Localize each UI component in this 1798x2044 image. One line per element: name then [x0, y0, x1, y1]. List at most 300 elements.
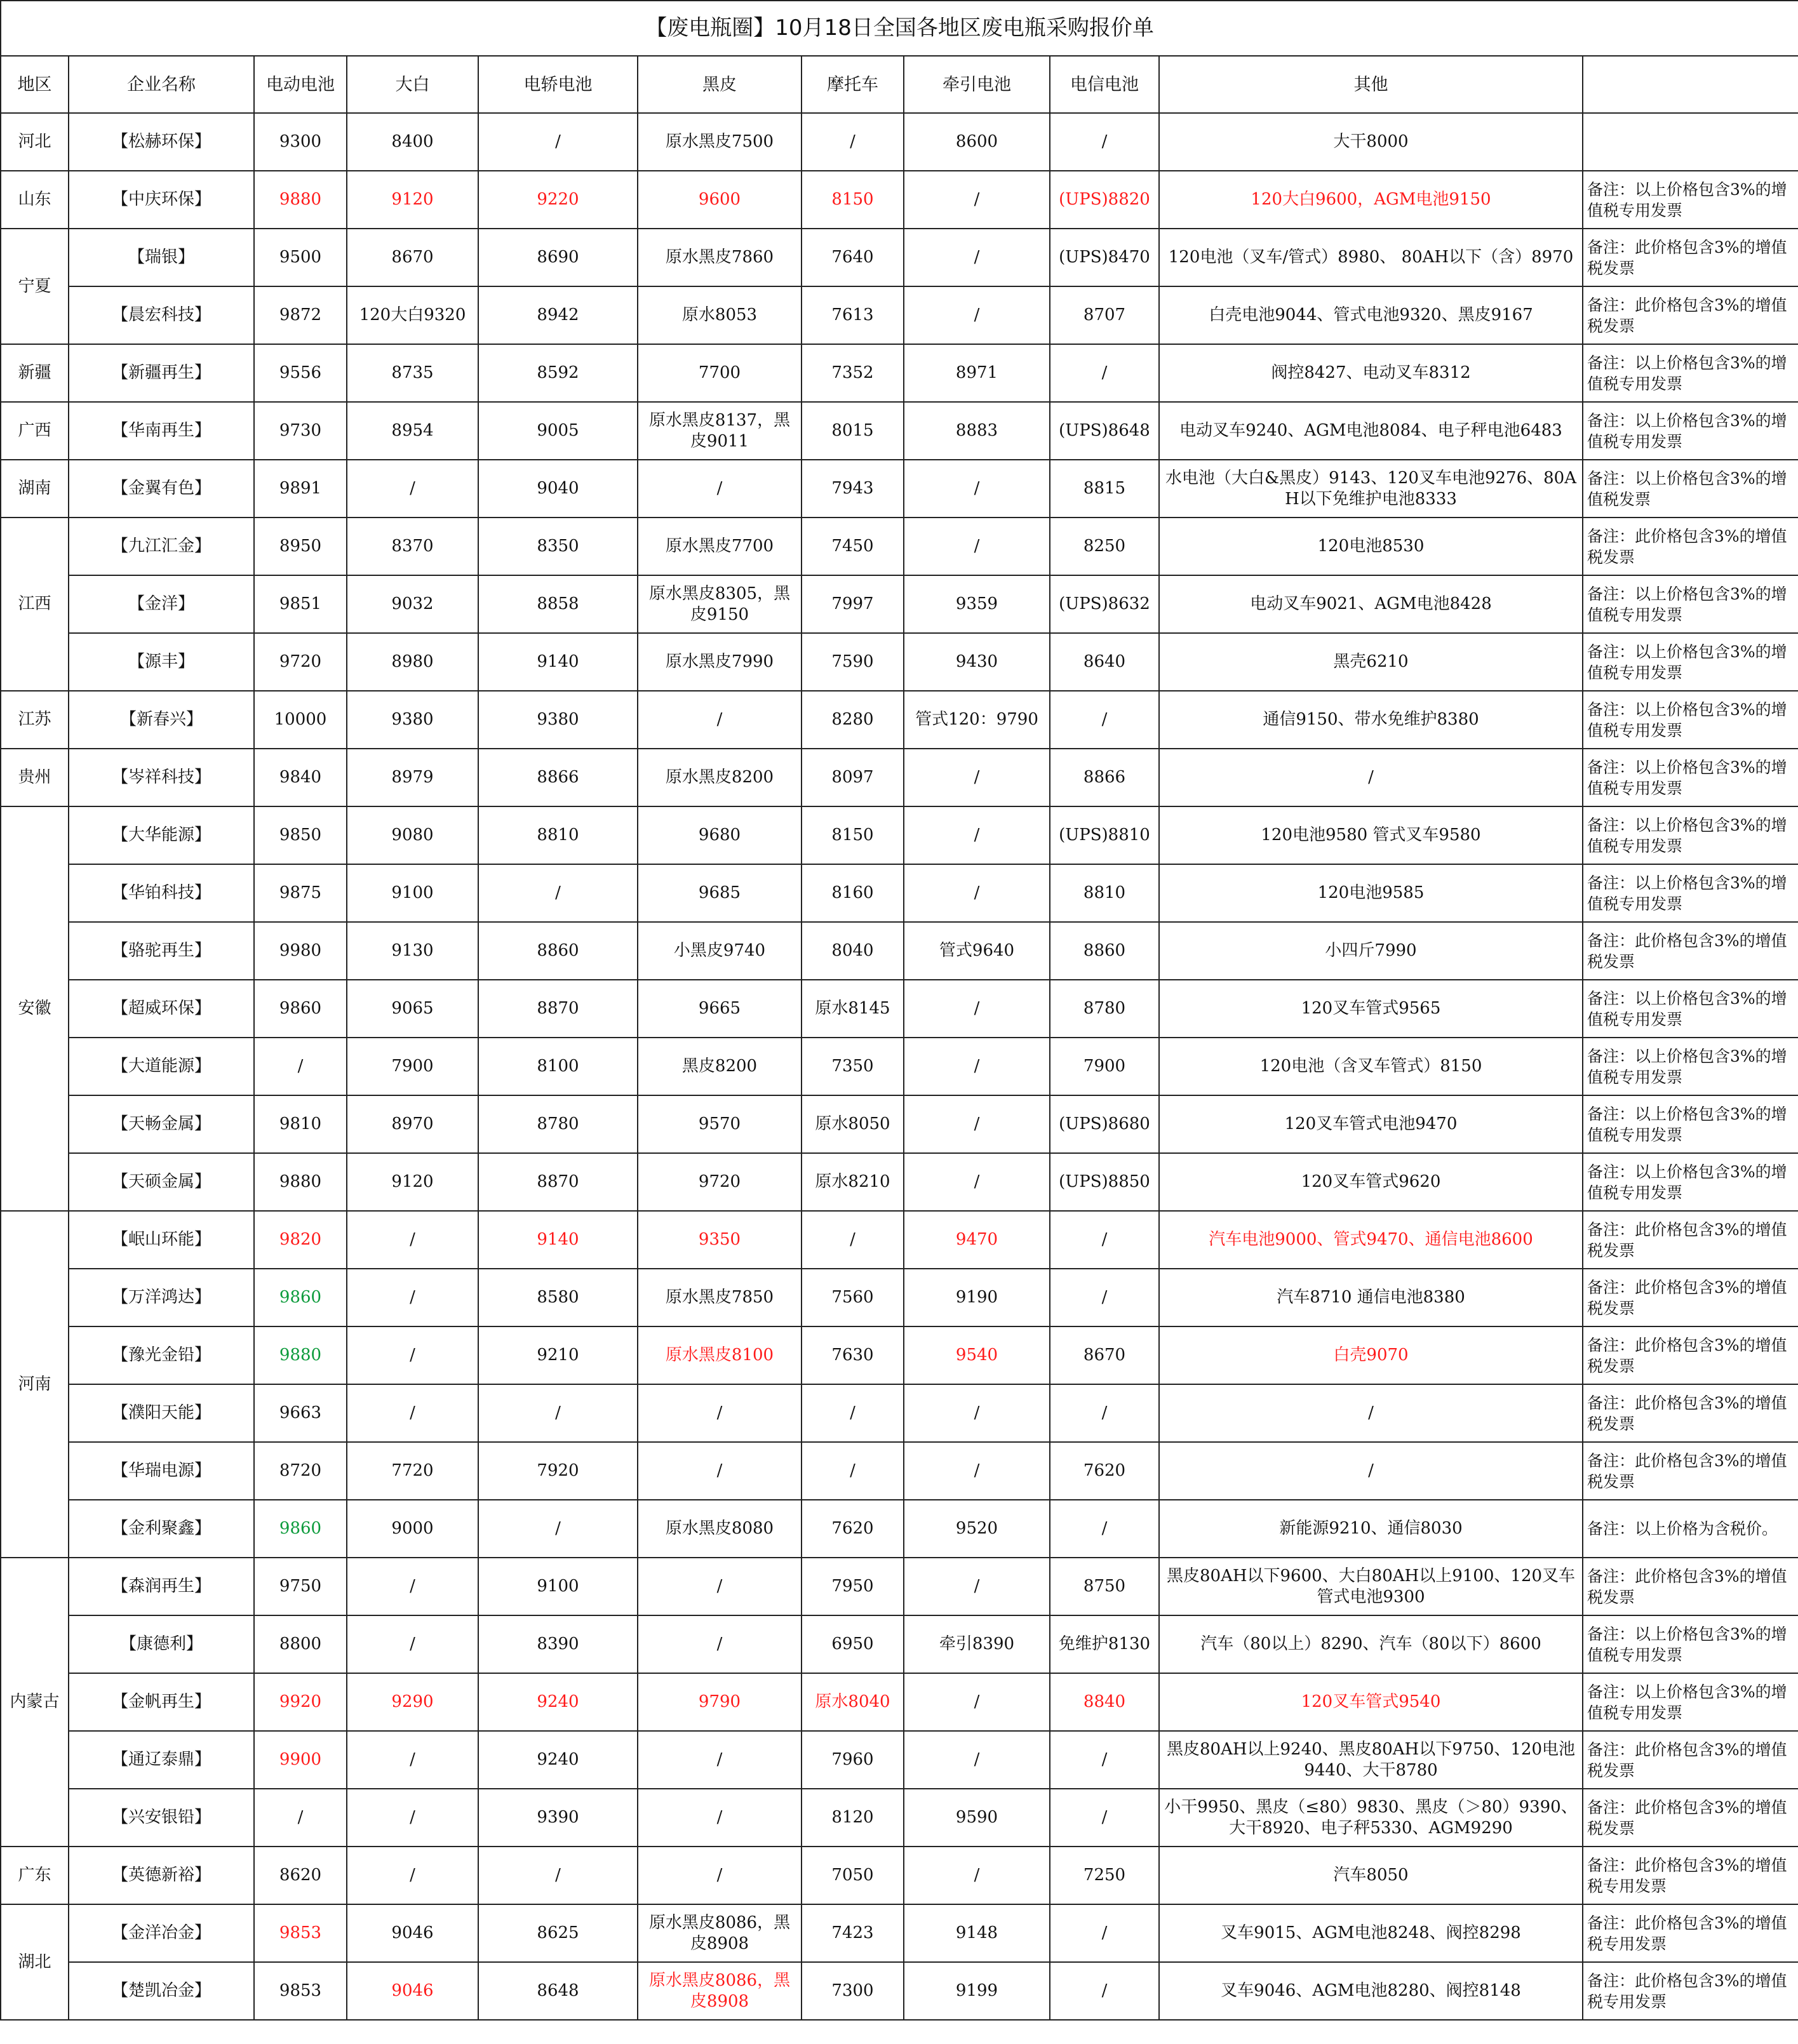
electric-battery-price-cell: 9853: [254, 1962, 347, 2020]
note-cell: 备注：此价格包含3%的增值税发票: [1583, 1269, 1798, 1326]
dabai-price-cell: /: [347, 1731, 478, 1789]
traction-battery-price-cell: 9520: [904, 1500, 1050, 1558]
heipi-price-cell: 原水黑皮8137，黑皮9011: [638, 402, 802, 460]
table-row: [1, 1442, 1798, 1500]
company-cell: 【金帆再生】: [69, 1673, 254, 1731]
traction-battery-price-cell: 9199: [904, 1962, 1050, 2020]
telecom-battery-price-cell: (UPS)8632: [1050, 575, 1159, 633]
electric-battery-price-cell: 9860: [254, 980, 347, 1038]
other-price-cell: 120叉车管式9540: [1159, 1673, 1583, 1731]
region-cell: 内蒙古: [1, 1558, 69, 1847]
motorcycle-price-cell: /: [802, 1442, 904, 1500]
motorcycle-price-cell: 7352: [802, 344, 904, 402]
company-cell: 【新疆再生】: [69, 344, 254, 402]
heipi-price-cell: 小黑皮9740: [638, 922, 802, 980]
heipi-price-cell: /: [638, 1615, 802, 1673]
region-cell: 安徽: [1, 806, 69, 1211]
company-cell: 【华南再生】: [69, 402, 254, 460]
company-cell: 【大华能源】: [69, 806, 254, 864]
telecom-battery-price-cell: (UPS)8680: [1050, 1095, 1159, 1153]
other-price-cell: 120电池（叉车/管式）8980、 80AH以下（含）8970: [1159, 229, 1583, 286]
electric-battery-price-cell: 9880: [254, 1326, 347, 1384]
table-row: [1, 1095, 1798, 1153]
other-price-cell: 电动叉车9240、AGM电池8084、电子秤电池6483: [1159, 402, 1583, 460]
motorcycle-price-cell: 7613: [802, 286, 904, 344]
note-cell: 备注：此价格包含3%的增值税发票: [1583, 1789, 1798, 1847]
table-row: [1, 806, 1798, 864]
note-cell: 备注：以上价格包含3%的增值税专用发票: [1583, 691, 1798, 749]
company-cell: 【康德利】: [69, 1615, 254, 1673]
traction-battery-price-cell: 管式120：9790: [904, 691, 1050, 749]
header-electric-battery: 电动电池: [254, 56, 347, 113]
car-battery-price-cell: 8390: [478, 1615, 638, 1673]
dabai-price-cell: 9100: [347, 864, 478, 922]
region-cell: 河北: [1, 113, 69, 171]
telecom-battery-price-cell: 8840: [1050, 1673, 1159, 1731]
heipi-price-cell: 原水黑皮7500: [638, 113, 802, 171]
traction-battery-price-cell: /: [904, 1673, 1050, 1731]
electric-battery-price-cell: 8620: [254, 1847, 347, 1904]
note-cell: [1583, 113, 1798, 171]
traction-battery-price-cell: /: [904, 806, 1050, 864]
electric-battery-price-cell: /: [254, 1789, 347, 1847]
car-battery-price-cell: 9380: [478, 691, 638, 749]
company-cell: 【华瑞电源】: [69, 1442, 254, 1500]
other-price-cell: 汽车8710 通信电池8380: [1159, 1269, 1583, 1326]
car-battery-price-cell: /: [478, 1847, 638, 1904]
traction-battery-price-cell: /: [904, 749, 1050, 806]
header-dabai: 大白: [347, 56, 478, 113]
note-cell: 备注：此价格包含3%的增值税发票: [1583, 1326, 1798, 1384]
heipi-price-cell: 9665: [638, 980, 802, 1038]
sheet-title: 【废电瓶圈】10月18日全国各地区废电瓶采购报价单: [1, 1, 1798, 56]
company-cell: 【大道能源】: [69, 1038, 254, 1095]
heipi-price-cell: 原水黑皮8086，黑皮8908: [638, 1962, 802, 2020]
motorcycle-price-cell: 7450: [802, 518, 904, 575]
motorcycle-price-cell: 7590: [802, 633, 904, 691]
company-cell: 【金利聚鑫】: [69, 1500, 254, 1558]
note-cell: 备注：以上价格包含3%的增值税专用发票: [1583, 575, 1798, 633]
telecom-battery-price-cell: (UPS)8850: [1050, 1153, 1159, 1211]
telecom-battery-price-cell: /: [1050, 1384, 1159, 1442]
electric-battery-price-cell: 9556: [254, 344, 347, 402]
other-price-cell: 120电池（含叉车管式）8150: [1159, 1038, 1583, 1095]
heipi-price-cell: /: [638, 1442, 802, 1500]
motorcycle-price-cell: 8097: [802, 749, 904, 806]
car-battery-price-cell: 9005: [478, 402, 638, 460]
note-cell: 备注：此价格包含3%的增值税发票: [1583, 1442, 1798, 1500]
electric-battery-price-cell: 9730: [254, 402, 347, 460]
table-row: [1, 1731, 1798, 1789]
region-cell: 江西: [1, 518, 69, 691]
telecom-battery-price-cell: 8670: [1050, 1326, 1159, 1384]
heipi-price-cell: /: [638, 1847, 802, 1904]
other-price-cell: 叉车9046、AGM电池8280、阀控8148: [1159, 1962, 1583, 2020]
telecom-battery-price-cell: 8250: [1050, 518, 1159, 575]
car-battery-price-cell: 8858: [478, 575, 638, 633]
motorcycle-price-cell: 7620: [802, 1500, 904, 1558]
header-other: 其他: [1159, 56, 1583, 113]
motorcycle-price-cell: 8150: [802, 171, 904, 229]
telecom-battery-price-cell: /: [1050, 691, 1159, 749]
table-row: [1, 1500, 1798, 1558]
dabai-price-cell: /: [347, 1847, 478, 1904]
telecom-battery-price-cell: (UPS)8470: [1050, 229, 1159, 286]
car-battery-price-cell: 8866: [478, 749, 638, 806]
table-row: [1, 171, 1798, 229]
other-price-cell: 120电池8530: [1159, 518, 1583, 575]
table-row: [1, 286, 1798, 344]
company-cell: 【岷山环能】: [69, 1211, 254, 1269]
car-battery-price-cell: 8870: [478, 980, 638, 1038]
dabai-price-cell: 8970: [347, 1095, 478, 1153]
heipi-price-cell: 原水黑皮7700: [638, 518, 802, 575]
heipi-price-cell: 9685: [638, 864, 802, 922]
company-cell: 【瑞银】: [69, 229, 254, 286]
electric-battery-price-cell: 9980: [254, 922, 347, 980]
traction-battery-price-cell: 牵引8390: [904, 1615, 1050, 1673]
traction-battery-price-cell: /: [904, 1442, 1050, 1500]
company-cell: 【天畅金属】: [69, 1095, 254, 1153]
note-cell: 备注：此价格包含3%的增值税发票: [1583, 286, 1798, 344]
table-row: [1, 1153, 1798, 1211]
other-price-cell: 汽车电池9000、管式9470、通信电池8600: [1159, 1211, 1583, 1269]
traction-battery-price-cell: 9190: [904, 1269, 1050, 1326]
electric-battery-price-cell: 9875: [254, 864, 347, 922]
other-price-cell: 汽车（80以上）8290、汽车（80以下）8600: [1159, 1615, 1583, 1673]
heipi-price-cell: 原水黑皮8100: [638, 1326, 802, 1384]
other-price-cell: 通信9150、带水免维护8380: [1159, 691, 1583, 749]
other-price-cell: 水电池（大白&黑皮）9143、120叉车电池9276、80AH以下免维护电池8333: [1159, 460, 1583, 518]
heipi-price-cell: /: [638, 691, 802, 749]
motorcycle-price-cell: 原水8145: [802, 980, 904, 1038]
traction-battery-price-cell: 9470: [904, 1211, 1050, 1269]
telecom-battery-price-cell: /: [1050, 1789, 1159, 1847]
traction-battery-price-cell: /: [904, 1847, 1050, 1904]
header-traction-battery: 牵引电池: [904, 56, 1050, 113]
car-battery-price-cell: /: [478, 864, 638, 922]
car-battery-price-cell: 9040: [478, 460, 638, 518]
other-price-cell: 黑皮80AH以下9600、大白80AH以上9100、120叉车管式电池9300: [1159, 1558, 1583, 1615]
heipi-price-cell: 原水黑皮8080: [638, 1500, 802, 1558]
electric-battery-price-cell: 9300: [254, 113, 347, 171]
motorcycle-price-cell: 7630: [802, 1326, 904, 1384]
telecom-battery-price-cell: 8810: [1050, 864, 1159, 922]
table-row: [1, 1384, 1798, 1442]
car-battery-price-cell: 9240: [478, 1673, 638, 1731]
note-cell: 备注：此价格包含3%的增值税发票: [1583, 1558, 1798, 1615]
telecom-battery-price-cell: 8815: [1050, 460, 1159, 518]
motorcycle-price-cell: 7943: [802, 460, 904, 518]
table-row: [1, 691, 1798, 749]
company-cell: 【松赫环保】: [69, 113, 254, 171]
traction-battery-price-cell: 8883: [904, 402, 1050, 460]
motorcycle-price-cell: 7950: [802, 1558, 904, 1615]
electric-battery-price-cell: 9860: [254, 1269, 347, 1326]
traction-battery-price-cell: /: [904, 518, 1050, 575]
other-price-cell: 叉车9015、AGM电池8248、阀控8298: [1159, 1904, 1583, 1962]
traction-battery-price-cell: /: [904, 1384, 1050, 1442]
car-battery-price-cell: 8580: [478, 1269, 638, 1326]
car-battery-price-cell: 8690: [478, 229, 638, 286]
car-battery-price-cell: 8100: [478, 1038, 638, 1095]
dabai-price-cell: 9130: [347, 922, 478, 980]
electric-battery-price-cell: 9860: [254, 1500, 347, 1558]
heipi-price-cell: 原水黑皮7860: [638, 229, 802, 286]
dabai-price-cell: 8979: [347, 749, 478, 806]
table-row: [1, 229, 1798, 286]
electric-battery-price-cell: 9920: [254, 1673, 347, 1731]
motorcycle-price-cell: 7423: [802, 1904, 904, 1962]
note-cell: 备注：此价格包含3%的增值税专用发票: [1583, 1904, 1798, 1962]
other-price-cell: 小干9950、黑皮（≤80）9830、黑皮（＞80）9390、大干8920、电子秤5330、AGM9290: [1159, 1789, 1583, 1847]
table-row: [1, 1904, 1798, 1962]
electric-battery-price-cell: 9840: [254, 749, 347, 806]
electric-battery-price-cell: 9750: [254, 1558, 347, 1615]
traction-battery-price-cell: /: [904, 229, 1050, 286]
heipi-price-cell: 9680: [638, 806, 802, 864]
telecom-battery-price-cell: /: [1050, 1904, 1159, 1962]
note-cell: 备注：以上价格为含税价。: [1583, 1500, 1798, 1558]
car-battery-price-cell: 9390: [478, 1789, 638, 1847]
traction-battery-price-cell: /: [904, 980, 1050, 1038]
other-price-cell: 汽车8050: [1159, 1847, 1583, 1904]
telecom-battery-price-cell: 8750: [1050, 1558, 1159, 1615]
telecom-battery-price-cell: /: [1050, 1500, 1159, 1558]
region-cell: 湖北: [1, 1904, 69, 2020]
car-battery-price-cell: 9140: [478, 1211, 638, 1269]
table-row: [1, 113, 1798, 171]
dabai-price-cell: 9290: [347, 1673, 478, 1731]
note-cell: 备注：此价格包含3%的增值税发票: [1583, 518, 1798, 575]
car-battery-price-cell: 9140: [478, 633, 638, 691]
dabai-price-cell: /: [347, 1326, 478, 1384]
other-price-cell: /: [1159, 1442, 1583, 1500]
motorcycle-price-cell: 原水8050: [802, 1095, 904, 1153]
electric-battery-price-cell: 9500: [254, 229, 347, 286]
note-cell: 备注：以上价格包含3%的增值税专用发票: [1583, 633, 1798, 691]
electric-battery-price-cell: 9880: [254, 171, 347, 229]
note-cell: 备注：以上价格包含3%的增值税发票: [1583, 460, 1798, 518]
car-battery-price-cell: 8350: [478, 518, 638, 575]
other-price-cell: 大干8000: [1159, 113, 1583, 171]
company-cell: 【骆驼再生】: [69, 922, 254, 980]
table-row: [1, 864, 1798, 922]
telecom-battery-price-cell: (UPS)8810: [1050, 806, 1159, 864]
telecom-battery-price-cell: /: [1050, 1211, 1159, 1269]
other-price-cell: /: [1159, 749, 1583, 806]
telecom-battery-price-cell: 免维护8130: [1050, 1615, 1159, 1673]
heipi-price-cell: 原水黑皮8305，黑皮9150: [638, 575, 802, 633]
dabai-price-cell: 8735: [347, 344, 478, 402]
table-row: [1, 575, 1798, 633]
dabai-price-cell: 7720: [347, 1442, 478, 1500]
other-price-cell: 白壳电池9044、管式电池9320、黑皮9167: [1159, 286, 1583, 344]
dabai-price-cell: 8954: [347, 402, 478, 460]
region-cell: 山东: [1, 171, 69, 229]
motorcycle-price-cell: 7300: [802, 1962, 904, 2020]
traction-battery-price-cell: /: [904, 1731, 1050, 1789]
heipi-price-cell: 9350: [638, 1211, 802, 1269]
electric-battery-price-cell: 9850: [254, 806, 347, 864]
motorcycle-price-cell: 7050: [802, 1847, 904, 1904]
dabai-price-cell: 7900: [347, 1038, 478, 1095]
motorcycle-price-cell: 8040: [802, 922, 904, 980]
region-cell: 河南: [1, 1211, 69, 1558]
traction-battery-price-cell: 9540: [904, 1326, 1050, 1384]
telecom-battery-price-cell: 8640: [1050, 633, 1159, 691]
car-battery-price-cell: 8870: [478, 1153, 638, 1211]
company-cell: 【九江汇金】: [69, 518, 254, 575]
car-battery-price-cell: 8810: [478, 806, 638, 864]
dabai-price-cell: 9065: [347, 980, 478, 1038]
note-cell: 备注：以上价格包含3%的增值税专用发票: [1583, 1095, 1798, 1153]
motorcycle-price-cell: 8280: [802, 691, 904, 749]
heipi-price-cell: 原水黑皮8086，黑皮8908: [638, 1904, 802, 1962]
note-cell: 备注：以上价格包含3%的增值税专用发票: [1583, 344, 1798, 402]
electric-battery-price-cell: 9810: [254, 1095, 347, 1153]
region-cell: 湖南: [1, 460, 69, 518]
heipi-price-cell: 原水黑皮7990: [638, 633, 802, 691]
note-cell: 备注：此价格包含3%的增值税发票: [1583, 1731, 1798, 1789]
electric-battery-price-cell: 9891: [254, 460, 347, 518]
other-price-cell: 黑皮80AH以上9240、黑皮80AH以下9750、120电池9440、大干8780: [1159, 1731, 1583, 1789]
dabai-price-cell: 120大白9320: [347, 286, 478, 344]
telecom-battery-price-cell: 8707: [1050, 286, 1159, 344]
motorcycle-price-cell: 7997: [802, 575, 904, 633]
company-cell: 【豫光金铅】: [69, 1326, 254, 1384]
note-cell: 备注：此价格包含3%的增值税发票: [1583, 922, 1798, 980]
car-battery-price-cell: 9210: [478, 1326, 638, 1384]
company-cell: 【兴安银铅】: [69, 1789, 254, 1847]
traction-battery-price-cell: 9148: [904, 1904, 1050, 1962]
car-battery-price-cell: 8780: [478, 1095, 638, 1153]
dabai-price-cell: 9046: [347, 1904, 478, 1962]
motorcycle-price-cell: 7640: [802, 229, 904, 286]
car-battery-price-cell: 9100: [478, 1558, 638, 1615]
telecom-battery-price-cell: /: [1050, 344, 1159, 402]
telecom-battery-price-cell: 7620: [1050, 1442, 1159, 1500]
note-cell: 备注：以上价格包含3%的增值税专用发票: [1583, 1038, 1798, 1095]
heipi-price-cell: 原水黑皮8200: [638, 749, 802, 806]
table-row: [1, 1211, 1798, 1269]
header-heipi: 黑皮: [638, 56, 802, 113]
dabai-price-cell: 8370: [347, 518, 478, 575]
motorcycle-price-cell: 8015: [802, 402, 904, 460]
table-row: [1, 460, 1798, 518]
table-row: [1, 1269, 1798, 1326]
motorcycle-price-cell: /: [802, 1211, 904, 1269]
heipi-price-cell: /: [638, 1384, 802, 1442]
header-region: 地区: [1, 56, 69, 113]
other-price-cell: 小四斤7990: [1159, 922, 1583, 980]
table-row: [1, 980, 1798, 1038]
car-battery-price-cell: /: [478, 113, 638, 171]
motorcycle-price-cell: 7960: [802, 1731, 904, 1789]
table-row: [1, 402, 1798, 460]
note-cell: 备注：以上价格包含3%的增值税专用发票: [1583, 402, 1798, 460]
electric-battery-price-cell: 9880: [254, 1153, 347, 1211]
table-row: [1, 518, 1798, 575]
dabai-price-cell: /: [347, 1269, 478, 1326]
company-cell: 【通辽泰鼎】: [69, 1731, 254, 1789]
other-price-cell: 120电池9585: [1159, 864, 1583, 922]
telecom-battery-price-cell: 8860: [1050, 922, 1159, 980]
traction-battery-price-cell: 9359: [904, 575, 1050, 633]
region-cell: 广东: [1, 1847, 69, 1904]
electric-battery-price-cell: 8720: [254, 1442, 347, 1500]
note-cell: 备注：以上价格包含3%的增值税专用发票: [1583, 1673, 1798, 1731]
telecom-battery-price-cell: /: [1050, 1269, 1159, 1326]
traction-battery-price-cell: /: [904, 171, 1050, 229]
other-price-cell: 新能源9210、通信8030: [1159, 1500, 1583, 1558]
company-cell: 【金翼有色】: [69, 460, 254, 518]
note-cell: 备注：以上价格包含3%的增值税专用发票: [1583, 806, 1798, 864]
company-cell: 【华铂科技】: [69, 864, 254, 922]
traction-battery-price-cell: /: [904, 1153, 1050, 1211]
heipi-price-cell: 原水黑皮7850: [638, 1269, 802, 1326]
car-battery-price-cell: 9240: [478, 1731, 638, 1789]
electric-battery-price-cell: 9851: [254, 575, 347, 633]
other-price-cell: 120电池9580 管式叉车9580: [1159, 806, 1583, 864]
telecom-battery-price-cell: 7900: [1050, 1038, 1159, 1095]
car-battery-price-cell: 7920: [478, 1442, 638, 1500]
table-row: [1, 633, 1798, 691]
other-price-cell: 阀控8427、电动叉车8312: [1159, 344, 1583, 402]
company-cell: 【晨宏科技】: [69, 286, 254, 344]
dabai-price-cell: /: [347, 460, 478, 518]
region-cell: 贵州: [1, 749, 69, 806]
electric-battery-price-cell: 9820: [254, 1211, 347, 1269]
company-cell: 【万洋鸿达】: [69, 1269, 254, 1326]
other-price-cell: 120大白9600，AGM电池9150: [1159, 171, 1583, 229]
dabai-price-cell: 9080: [347, 806, 478, 864]
telecom-battery-price-cell: /: [1050, 1731, 1159, 1789]
dabai-price-cell: /: [347, 1211, 478, 1269]
dabai-price-cell: 9380: [347, 691, 478, 749]
header-note: [1583, 56, 1798, 113]
motorcycle-price-cell: 原水8210: [802, 1153, 904, 1211]
electric-battery-price-cell: 9663: [254, 1384, 347, 1442]
heipi-price-cell: 9600: [638, 171, 802, 229]
table-row: [1, 1326, 1798, 1384]
heipi-price-cell: 9570: [638, 1095, 802, 1153]
region-cell: 宁夏: [1, 229, 69, 344]
other-price-cell: 白壳9070: [1159, 1326, 1583, 1384]
electric-battery-price-cell: 9872: [254, 286, 347, 344]
note-cell: 备注：此价格包含3%的增值税专用发票: [1583, 1962, 1798, 2020]
heipi-price-cell: /: [638, 1558, 802, 1615]
other-price-cell: 120叉车管式电池9470: [1159, 1095, 1583, 1153]
electric-battery-price-cell: 8800: [254, 1615, 347, 1673]
traction-battery-price-cell: /: [904, 864, 1050, 922]
traction-battery-price-cell: 9430: [904, 633, 1050, 691]
other-price-cell: 120叉车管式9620: [1159, 1153, 1583, 1211]
dabai-price-cell: 8400: [347, 113, 478, 171]
table-row: [1, 1847, 1798, 1904]
electric-battery-price-cell: 9900: [254, 1731, 347, 1789]
table-row: [1, 749, 1798, 806]
note-cell: 备注：此价格包含3%的增值税发票: [1583, 229, 1798, 286]
telecom-battery-price-cell: /: [1050, 1962, 1159, 2020]
header-telecom-battery: 电信电池: [1050, 56, 1159, 113]
traction-battery-price-cell: /: [904, 460, 1050, 518]
electric-battery-price-cell: 8950: [254, 518, 347, 575]
car-battery-price-cell: 9220: [478, 171, 638, 229]
telecom-battery-price-cell: 8866: [1050, 749, 1159, 806]
company-cell: 【中庆环保】: [69, 171, 254, 229]
traction-battery-price-cell: 管式9640: [904, 922, 1050, 980]
